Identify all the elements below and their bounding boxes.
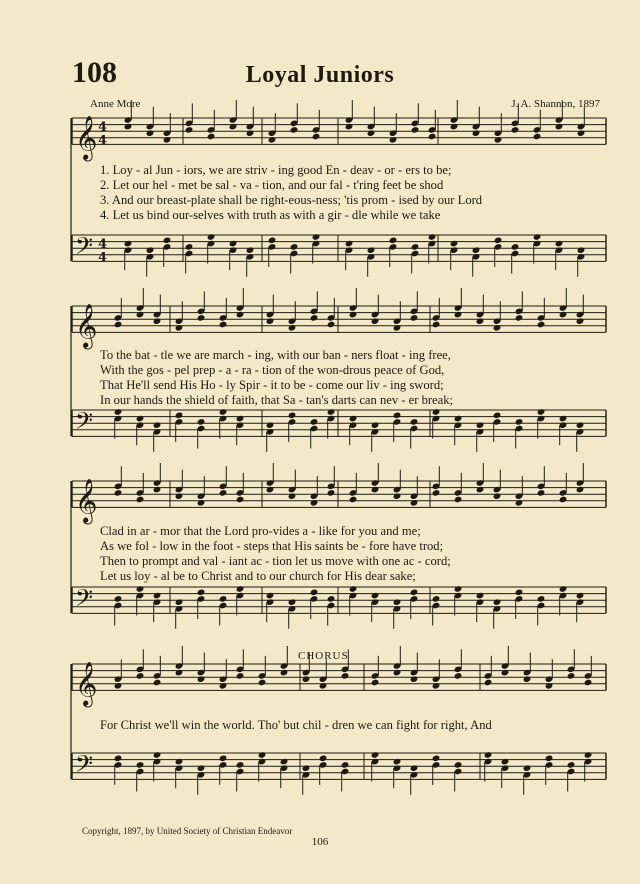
bass-clef: 𝄢 <box>75 231 94 265</box>
note-head <box>555 123 564 131</box>
note-head <box>246 246 255 254</box>
page-number: 106 <box>311 836 329 848</box>
time-signature: 4 <box>98 250 108 266</box>
note-head <box>114 408 123 416</box>
note-head <box>410 764 419 772</box>
hymn-title: Loyal Juniors <box>245 62 395 88</box>
note-head <box>576 421 585 429</box>
note-head <box>537 595 546 603</box>
note-head <box>523 675 532 683</box>
note-head <box>515 314 524 322</box>
note-head <box>454 311 463 319</box>
bass-clef: 𝄢 <box>75 583 94 617</box>
note-head <box>219 489 228 497</box>
note-head <box>258 679 267 687</box>
note-head <box>114 755 123 763</box>
note-head <box>345 240 354 248</box>
note-head <box>545 755 554 763</box>
note-head <box>229 240 238 248</box>
note-head <box>567 672 576 680</box>
note-head <box>555 240 564 248</box>
note-head <box>207 233 216 241</box>
note-head <box>577 246 586 254</box>
note-head <box>501 758 510 766</box>
note-head <box>114 321 123 329</box>
note-head <box>197 314 206 322</box>
note-head <box>175 412 184 420</box>
note-head <box>367 129 376 137</box>
note-head <box>266 421 275 429</box>
note-head <box>537 489 546 497</box>
note-head <box>454 761 463 769</box>
note-head <box>493 598 502 606</box>
treble-clef: 𝄞 <box>75 661 98 706</box>
note-head <box>494 136 503 144</box>
time-signature: 4 <box>98 237 108 253</box>
note-head <box>559 585 568 593</box>
note-head <box>393 669 402 677</box>
note-head <box>288 324 297 332</box>
note-head <box>410 418 419 426</box>
note-head <box>319 682 328 690</box>
note-head <box>476 317 485 325</box>
note-head <box>219 682 228 690</box>
note-head <box>484 751 493 759</box>
composer-credit: Anne More <box>90 98 141 110</box>
note-head <box>146 246 155 254</box>
treble-clef: 𝄞 <box>75 478 98 523</box>
note-head <box>136 415 145 423</box>
note-head <box>393 758 402 766</box>
note-head <box>302 675 311 683</box>
note-head <box>515 418 524 426</box>
note-head <box>312 233 321 241</box>
note-head <box>146 129 155 137</box>
lyric-line: With the gos - pel prep - a - ra - tion of the won-drous peace of God, <box>100 363 445 377</box>
note-head <box>236 415 245 423</box>
note-head <box>393 324 402 332</box>
author-credit: J. A. Shannon, 1897 <box>511 98 600 110</box>
note-head <box>310 499 319 507</box>
note-head <box>371 592 380 600</box>
note-head <box>345 123 354 131</box>
lyric-line: For Christ we'll win the world. Tho' but chil - dren we can fight for right, And <box>100 718 492 732</box>
note-head <box>153 679 162 687</box>
note-head <box>349 415 358 423</box>
note-head <box>266 486 275 494</box>
note-head <box>246 129 255 137</box>
note-head <box>476 592 485 600</box>
note-head <box>310 314 319 322</box>
note-head <box>577 129 586 137</box>
note-head <box>349 311 358 319</box>
note-head <box>533 133 542 141</box>
note-head <box>163 136 172 144</box>
note-head <box>410 589 419 597</box>
note-head <box>229 123 238 131</box>
lyric-line: Clad in ar - mor that the Lord pro-vides a - like for you and me; <box>100 524 421 538</box>
note-head <box>432 682 441 690</box>
note-head <box>341 761 350 769</box>
note-head <box>236 761 245 769</box>
note-head <box>266 592 275 600</box>
note-head <box>207 133 216 141</box>
note-head <box>185 243 194 251</box>
note-head <box>432 408 441 416</box>
lyric-line: Let us loy - al be to Christ and to our church for His dear sake; <box>100 569 416 583</box>
copyright-notice: Copyright, 1897, by United Society of Christian Endeavor <box>82 826 293 836</box>
note-head <box>567 761 576 769</box>
note-head <box>349 585 358 593</box>
lyric-line: That He'll send His Ho - ly Spir - it to be - come our liv - ing sword; <box>100 378 444 392</box>
note-head <box>523 764 532 772</box>
note-head <box>341 672 350 680</box>
lyric-line: To the bat - tle we are march - ing, with our ban - ners float - ing free, <box>100 348 451 362</box>
note-head <box>175 758 184 766</box>
lyric-line: Then to prompt and val - iant ac - tion let us move with one ac - cord; <box>100 554 451 568</box>
note-head <box>136 496 145 504</box>
note-head <box>175 492 184 500</box>
note-head <box>114 489 123 497</box>
lyric-line: 2. Let our hel - met be sal - va - tion, and our fal - t'ring feet be shod <box>100 178 444 192</box>
note-head <box>136 311 145 319</box>
note-head <box>537 321 546 329</box>
note-head <box>310 418 319 426</box>
note-head <box>472 129 481 137</box>
note-head <box>584 751 593 759</box>
note-head <box>559 496 568 504</box>
note-head <box>493 492 502 500</box>
lyric-line: 3. And our breast-plate shall be right-eous-ness; 'tis prom - ised by our Lord <box>100 193 483 207</box>
note-head <box>175 324 184 332</box>
note-head <box>302 764 311 772</box>
bass-clef: 𝄢 <box>75 749 94 783</box>
note-head <box>290 243 299 251</box>
note-head <box>197 418 206 426</box>
note-head <box>136 761 145 769</box>
note-head <box>559 311 568 319</box>
note-head <box>236 496 245 504</box>
note-head <box>114 682 123 690</box>
note-head <box>153 751 162 759</box>
note-head <box>432 595 441 603</box>
note-head <box>153 592 162 600</box>
note-head <box>197 675 206 683</box>
note-head <box>584 679 593 687</box>
note-head <box>454 496 463 504</box>
note-head <box>410 499 419 507</box>
lyric-line: In our hands the shield of faith, that Sa - tan's darts can nev - er break; <box>100 393 454 407</box>
note-head <box>319 755 328 763</box>
note-head <box>258 751 267 759</box>
note-head <box>545 682 554 690</box>
note-head <box>511 126 520 134</box>
note-head <box>371 679 380 687</box>
note-head <box>393 492 402 500</box>
note-head <box>393 412 402 420</box>
note-head <box>501 669 510 677</box>
note-head <box>153 317 162 325</box>
note-head <box>576 592 585 600</box>
note-head <box>290 126 299 134</box>
note-head <box>349 496 358 504</box>
note-head <box>428 233 437 241</box>
note-head <box>327 321 336 329</box>
treble-clef: 𝄞 <box>75 303 98 348</box>
note-head <box>515 589 524 597</box>
note-head <box>163 237 172 245</box>
note-head <box>236 585 245 593</box>
note-head <box>450 240 459 248</box>
note-head <box>327 489 336 497</box>
note-head <box>288 492 297 500</box>
note-head <box>371 317 380 325</box>
note-head <box>153 486 162 494</box>
note-head <box>450 123 459 131</box>
note-head <box>288 598 297 606</box>
chorus-label: CHORUS <box>298 650 349 662</box>
note-head <box>454 672 463 680</box>
hymn-number: 108 <box>72 56 117 89</box>
note-head <box>410 675 419 683</box>
note-head <box>389 136 398 144</box>
note-head <box>428 133 437 141</box>
note-head <box>432 755 441 763</box>
note-head <box>153 421 162 429</box>
note-head <box>537 408 546 416</box>
note-head <box>493 324 502 332</box>
lyric-line: 1. Loy - al Jun - iors, we are striv - ing good En - deav - or - ers to be; <box>100 163 452 177</box>
note-head <box>312 133 321 141</box>
note-head <box>494 237 503 245</box>
note-head <box>175 598 184 606</box>
note-head <box>476 421 485 429</box>
note-head <box>197 589 206 597</box>
time-signature: 4 <box>98 120 108 136</box>
note-head <box>185 126 194 134</box>
note-head <box>432 321 441 329</box>
note-head <box>411 126 420 134</box>
note-head <box>393 598 402 606</box>
note-head <box>114 595 123 603</box>
note-head <box>411 243 420 251</box>
note-head <box>476 486 485 494</box>
note-head <box>236 672 245 680</box>
note-head <box>367 246 376 254</box>
note-head <box>371 751 380 759</box>
note-head <box>124 240 133 248</box>
note-head <box>454 415 463 423</box>
lyric-line: As we fol - low in the foot - steps that His saints be - fore have trod; <box>100 539 444 553</box>
treble-clef: 𝄞 <box>75 115 98 160</box>
lyric-line: 4. Let us bind our-selves with truth as with a gir - dle while we take <box>100 208 441 222</box>
note-head <box>511 243 520 251</box>
note-head <box>389 237 398 245</box>
note-head <box>371 421 380 429</box>
note-head <box>280 758 289 766</box>
note-head <box>327 595 336 603</box>
note-head <box>410 314 419 322</box>
note-head <box>219 755 228 763</box>
note-head <box>559 415 568 423</box>
note-head <box>484 679 493 687</box>
note-head <box>197 764 206 772</box>
note-head <box>219 408 228 416</box>
time-signature: 4 <box>98 133 108 149</box>
note-head <box>533 233 542 241</box>
note-head <box>454 585 463 593</box>
note-head <box>268 136 277 144</box>
note-head <box>136 672 145 680</box>
note-head <box>493 412 502 420</box>
bass-clef: 𝄢 <box>75 406 94 440</box>
note-head <box>327 408 336 416</box>
note-head <box>371 486 380 494</box>
note-head <box>136 585 145 593</box>
note-head <box>236 311 245 319</box>
note-head <box>310 589 319 597</box>
note-head <box>197 499 206 507</box>
note-head <box>175 669 184 677</box>
note-head <box>515 499 524 507</box>
note-head <box>576 486 585 494</box>
note-head <box>268 237 277 245</box>
note-head <box>219 595 228 603</box>
note-head <box>472 246 481 254</box>
note-head <box>576 317 585 325</box>
note-head <box>280 669 289 677</box>
note-head <box>288 412 297 420</box>
note-head <box>219 321 228 329</box>
note-head <box>432 489 441 497</box>
note-head <box>266 317 275 325</box>
note-head <box>124 123 133 131</box>
